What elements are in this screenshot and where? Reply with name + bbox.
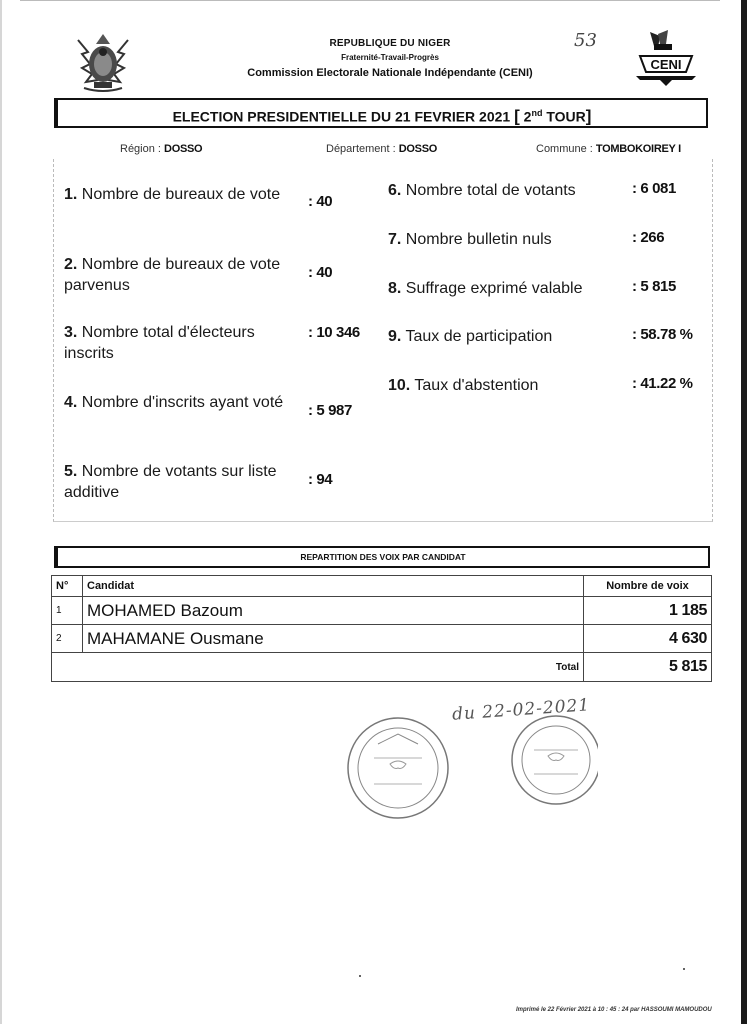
col-header-candidate: Candidat bbox=[83, 576, 584, 597]
location-region bbox=[120, 143, 202, 155]
scan-left-edge bbox=[0, 0, 2, 1024]
stat-value: : 10 346 bbox=[308, 324, 360, 341]
round-number: 2 bbox=[523, 108, 532, 125]
stat-value: : 41.22 % bbox=[632, 375, 693, 392]
table-row bbox=[52, 625, 712, 653]
candidate-name: MOHAMED Bazoum bbox=[83, 597, 584, 625]
departement-value: DOSSO bbox=[398, 143, 437, 155]
stat-value: : 58.78 % bbox=[632, 326, 693, 343]
location-departement bbox=[326, 143, 437, 155]
stat-label: 2. Nombre de bureaux de vote parvenus bbox=[64, 256, 281, 294]
handwritten-date: du 22-02-2021 bbox=[451, 695, 591, 725]
stat-label: 5. Nombre de votants sur liste additive bbox=[64, 463, 277, 501]
bracket-open: [ bbox=[514, 106, 520, 126]
page-number: 53 bbox=[574, 30, 597, 51]
col-header-votes: Nombre de voix bbox=[584, 576, 712, 597]
round-label: TOUR bbox=[546, 108, 586, 125]
commune-label: Commune : bbox=[536, 143, 593, 155]
region-value: DOSSO bbox=[164, 143, 203, 155]
stat-value: : 40 bbox=[308, 264, 333, 281]
stat-label: 7. Nombre bulletin nuls bbox=[388, 231, 552, 248]
stat-value: : 6 081 bbox=[632, 180, 676, 197]
header-republic: REPUBLIQUE DU NIGER bbox=[329, 38, 451, 49]
row-number: 2 bbox=[52, 625, 83, 653]
candidate-votes: 1 185 bbox=[584, 597, 712, 625]
stat-label: 9. Taux de participation bbox=[388, 328, 553, 345]
stat-label: 1. Nombre de bureaux de vote bbox=[64, 186, 281, 203]
commune-value: TOMBOKOIREY I bbox=[595, 143, 681, 155]
stat-label: 3. Nombre total d'électeurs inscrits bbox=[64, 324, 255, 362]
table-header-row bbox=[52, 576, 712, 597]
location-commune bbox=[536, 143, 681, 155]
stat-label: 4. Nombre d'inscrits ayant voté bbox=[64, 394, 284, 411]
table-row bbox=[52, 597, 712, 625]
stat-value: : 5 815 bbox=[632, 278, 676, 295]
scan-speck bbox=[683, 968, 685, 970]
ceni-logo-text: CENI bbox=[650, 57, 682, 72]
header-commission: Commission Electorale Nationale Indépendante (CENI) bbox=[247, 67, 533, 79]
stat-label: 10. Taux d'abstention bbox=[388, 377, 539, 394]
results-table bbox=[51, 575, 712, 682]
table-total-row bbox=[52, 653, 712, 682]
election-title-main: ELECTION PRESIDENTIELLE DU 21 FEVRIER 2021 bbox=[172, 108, 511, 125]
stat-value: : 94 bbox=[308, 471, 333, 488]
header-motto: Fraternité-Travail-Progrès bbox=[341, 53, 439, 62]
stat-value: : 40 bbox=[308, 193, 333, 210]
round-suffix: nd bbox=[531, 108, 543, 118]
col-header-no: N° bbox=[52, 576, 83, 597]
total-label: Total bbox=[52, 653, 584, 682]
election-title bbox=[54, 98, 708, 128]
region-label: Région : bbox=[120, 143, 161, 155]
stat-value: : 266 bbox=[632, 229, 665, 246]
scan-speck bbox=[359, 975, 361, 977]
total-value: 5 815 bbox=[584, 653, 712, 682]
stat-label: 8. Suffrage exprimé valable bbox=[388, 280, 583, 297]
departement-label: Département : bbox=[326, 143, 396, 155]
stat-label: 6. Nombre total de votants bbox=[388, 182, 576, 199]
results-section-title: REPARTITION DES VOIX PAR CANDIDAT bbox=[54, 546, 710, 568]
top-rule bbox=[20, 0, 720, 1]
print-footer: Imprimé le 22 Février 2021 à 10 : 45 : 24 par HASSOUMI MAMOUDOU bbox=[516, 1007, 712, 1013]
official-stamp-right bbox=[508, 710, 598, 810]
candidate-votes: 4 630 bbox=[584, 625, 712, 653]
row-number: 1 bbox=[52, 597, 83, 625]
niger-coat-of-arms-icon bbox=[70, 30, 136, 96]
stat-value: : 5 987 bbox=[308, 402, 352, 419]
ceni-logo bbox=[634, 28, 698, 88]
official-stamp-left bbox=[344, 714, 452, 822]
candidate-name: MAHAMANE Ousmane bbox=[83, 625, 584, 653]
scan-right-edge bbox=[741, 0, 747, 1024]
bracket-close: ] bbox=[585, 106, 592, 126]
